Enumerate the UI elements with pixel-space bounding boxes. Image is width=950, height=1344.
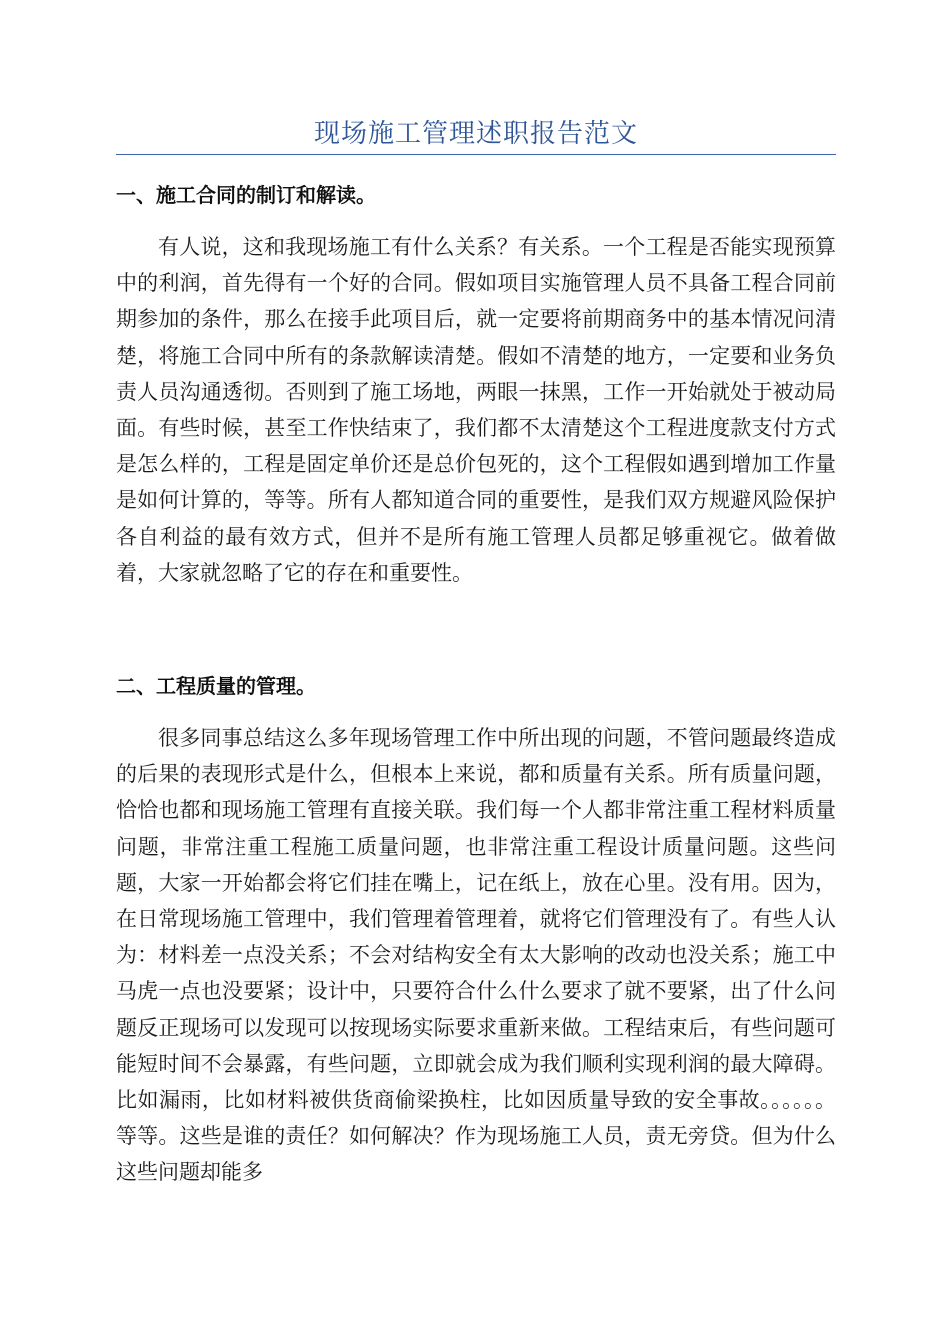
section-heading-contract: 一、施工合同的制订和解读。 — [116, 183, 376, 207]
title-underline — [116, 154, 836, 155]
section-paragraph-quality: 很多同事总结这么多年现场管理工作中所出现的问题，不管问题最终造成的后果的表现形式是什么，但根本上来说，都和质量有关系。所有质量问题，恰恰也都和现场施工管理有直接关联。我们每一个人都非常注重工程材料质量问题，非常注重工程施工质量问题，也非常注重工程设计质量问题。这些问题，大家一开始都会将它们挂在嘴上，记在纸上，放在心里。没有用。因为，在日常现场施工管理中，我们管理着管理着，就将它们管理没有了。有些人认为：材料差一点没关系；不会对结构安全有太大影响的改动也没关系；施工中马虎一点也没要紧；设计中，只要符合什么什么要求了就不要紧，出了什么问题反正现场可以发现可以按现场实际要求重新来做。工程结束后，有些问题可能短时间不会暴露，有些问题，立即就会成为我们顺利实现利润的最大障碍。比如漏雨，比如材料被供货商偷梁换柱，比如因质量导致的安全事故。。。。。。等等。这些是谁的责任？如何解决？作为现场施工人员，责无旁贷。但为什么这些问题却能多 — [116, 726, 836, 1185]
document-title: 现场施工管理述职报告范文 — [313, 119, 638, 149]
section-paragraph-contract: 有人说，这和我现场施工有什么关系？有关系。一个工程是否能实现预算中的利润，首先得有一个好的合同。假如项目实施管理人员不具备工程合同前期参加的条件，那么在接手此项目后，就一定要将前期商务中的基本情况问清楚，将施工合同中所有的条款解读清楚。假如不清楚的地方，一定要和业务负责人员沟通透彻。否则到了施工场地，两眼一抹黑，工作一开始就处于被动局面。有些时候，甚至工作快结束了，我们都不太清楚这个工程进度款支付方式是怎么样的，工程是固定单价还是总价包死的，这个工程假如遇到增加工作量是如何计算的，等等。所有人都知道合同的重要性，是我们双方规避风险保护各自利益的最有效方式，但并不是所有施工管理人员都足够重视它。做着做着，大家就忽略了它的存在和重要性。 — [116, 235, 836, 585]
section-heading-quality: 二、工程质量的管理。 — [116, 674, 316, 698]
